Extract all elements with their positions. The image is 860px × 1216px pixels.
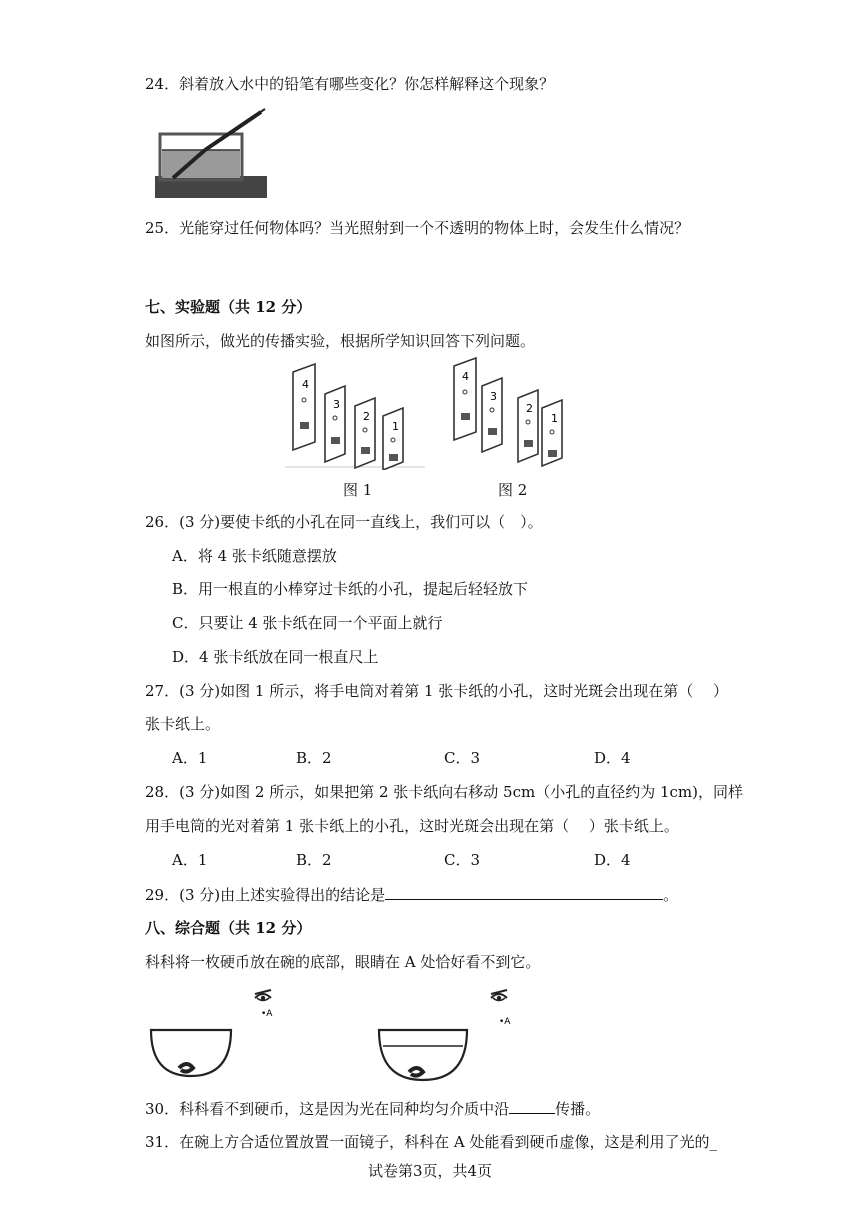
answer-blank[interactable] bbox=[385, 884, 663, 900]
q28-option-d: D．4 bbox=[594, 851, 631, 869]
question-25 bbox=[145, 218, 689, 238]
q27-option-b: B．2 bbox=[296, 749, 332, 767]
question-number: 30． bbox=[145, 1100, 180, 1118]
question-number: 26． bbox=[145, 513, 180, 531]
bowl-figure-2 bbox=[375, 988, 535, 1088]
card-2-number: 2 bbox=[363, 410, 370, 423]
question-number: 31． bbox=[145, 1133, 180, 1151]
question-text: 斜着放入水中的铅笔有哪些变化？你怎样解释这个现象？ bbox=[179, 75, 555, 93]
question-text: 光能穿过任何物体吗？当光照射到一个不透明的物体上时，会发生什么情况？ bbox=[179, 219, 690, 237]
q26-option-b: B．用一根直的小棒穿过卡纸的小孔，提起后轻轻放下 bbox=[172, 580, 529, 598]
eye-icon bbox=[491, 990, 507, 1001]
figure-1-caption: 图 1 bbox=[343, 481, 373, 499]
figure-1-cards bbox=[285, 362, 430, 470]
question-end: 传播。 bbox=[555, 1100, 601, 1118]
section-8-intro: 科科将一枚硬币放在碗的底部，眼睛在 A 处恰好看不到它。 bbox=[145, 953, 541, 971]
page-footer: 试卷第3页，共4页 bbox=[367, 1162, 493, 1180]
question-text: (3 分)要使卡纸的小孔在同一直线上，我们可以（ ）。 bbox=[179, 513, 543, 531]
q27-option-c: C．3 bbox=[444, 749, 481, 767]
question-number: 27． bbox=[145, 682, 180, 700]
question-end: 。 bbox=[663, 886, 679, 904]
eye-icon bbox=[255, 990, 271, 1001]
question-27 bbox=[145, 681, 728, 701]
card-2-number: 2 bbox=[526, 402, 533, 415]
q28-option-b: B．2 bbox=[296, 851, 332, 869]
question-text: 科科看不到硬币，这是因为光在同种均匀介质中沿 bbox=[179, 1100, 510, 1118]
q26-option-d: D．4 张卡纸放在同一根直尺上 bbox=[172, 648, 379, 666]
question-number: 29． bbox=[145, 886, 180, 904]
question-number: 25． bbox=[145, 219, 180, 237]
q27-option-a: A．1 bbox=[172, 749, 208, 767]
question-28-continued: 用手电筒的光对着第 1 张卡纸上的小孔，这时光斑会出现在第（ ）张卡纸上。 bbox=[145, 817, 679, 835]
question-text: (3 分)由上述实验得出的结论是 bbox=[179, 886, 386, 904]
question-31 bbox=[145, 1132, 717, 1152]
question-number: 28． bbox=[145, 783, 180, 801]
q28-option-a: A．1 bbox=[172, 851, 208, 869]
question-29 bbox=[145, 884, 678, 905]
question-30 bbox=[145, 1098, 600, 1119]
question-text: (3 分)如图 2 所示，如果把第 2 张卡纸向右移动 5cm（小孔的直径约为 1cm)，同样 bbox=[179, 783, 743, 801]
bowl-figure-1 bbox=[145, 984, 290, 1084]
question-27-continued: 张卡纸上。 bbox=[145, 715, 221, 733]
q27-option-d: D．4 bbox=[594, 749, 631, 767]
point-a-label: •A bbox=[261, 1009, 273, 1019]
card-3-number: 3 bbox=[333, 398, 340, 411]
card-1-number: 1 bbox=[551, 412, 558, 425]
question-28 bbox=[145, 782, 743, 802]
q26-option-c: C．只要让 4 张卡纸在同一个平面上就行 bbox=[172, 614, 443, 632]
card-3-number: 3 bbox=[490, 390, 497, 403]
card-4-number: 4 bbox=[462, 370, 469, 383]
figure-2-caption: 图 2 bbox=[498, 481, 528, 499]
card-1-number: 1 bbox=[392, 420, 399, 433]
answer-blank[interactable] bbox=[509, 1098, 555, 1114]
section-7-title: 七、实验题（共 12 分） bbox=[145, 298, 312, 316]
pencil-in-water-figure bbox=[155, 108, 267, 198]
q26-option-a: A．将 4 张卡纸随意摆放 bbox=[172, 547, 337, 565]
question-26 bbox=[145, 512, 543, 532]
figure-2-cards bbox=[450, 356, 570, 468]
card-4-number: 4 bbox=[302, 378, 309, 391]
point-a-label: •A bbox=[499, 1017, 511, 1027]
question-24 bbox=[145, 74, 554, 94]
section-7-intro: 如图所示，做光的传播实验，根据所学知识回答下列问题。 bbox=[145, 332, 536, 350]
section-8-title: 八、综合题（共 12 分） bbox=[145, 919, 312, 937]
question-text: (3 分)如图 1 所示，将手电筒对着第 1 张卡纸的小孔，这时光斑会出现在第（ ） bbox=[179, 682, 729, 700]
question-text: 在碗上方合适位置放置一面镜子，科科在 A 处能看到硬币虚像，这是利用了光的_ bbox=[179, 1133, 717, 1151]
question-number: 24． bbox=[145, 75, 180, 93]
q28-option-c: C．3 bbox=[444, 851, 481, 869]
